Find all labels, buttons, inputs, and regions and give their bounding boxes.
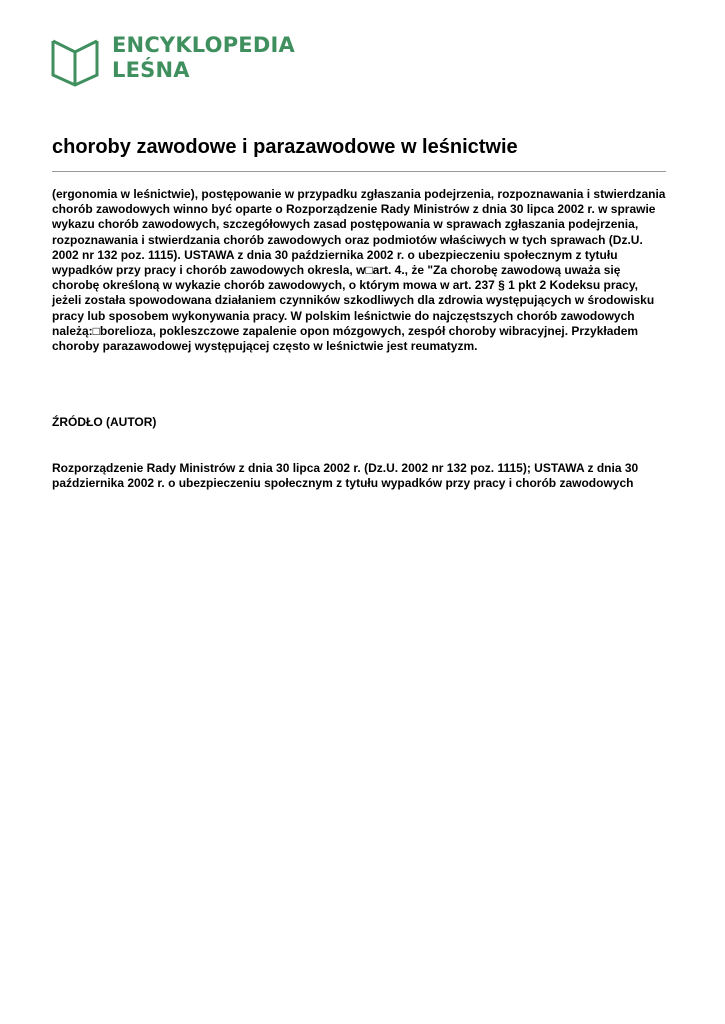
site-logo[interactable] — [51, 33, 295, 89]
logo-wordmark — [112, 33, 295, 83]
page-title: choroby zawodowe i parazawodowe w leśnictwie — [52, 136, 518, 158]
source-heading: ŹRÓDŁO (AUTOR) — [52, 415, 157, 429]
open-book-icon — [51, 33, 99, 87]
title-divider — [52, 171, 666, 172]
source-text: Rozporządzenie Rady Ministrów z dnia 30 lipca 2002 r. (Dz.U. 2002 nr 132 poz. 1115); USTAWA z dnia 30 października 2002 r. o ubezpieczeniu społecznym z tytułu wypadków przy pracy i chorób zawodowych — [52, 461, 639, 491]
logo-line-1: ENCYKLOPEDIA — [112, 33, 295, 57]
article-body: (ergonomia w leśnictwie), postępowanie w przypadku zgłaszania podejrzenia, rozpoznawania i stwierdzania chorób zawodowych winno być oparte o Rozporządzenie Rady Ministrów z dnia 30 lipca 2002 r. w sprawie wykazu chorób zawodowych, szczegółowych zasad postępowania w sprawach zgłaszania podejrzenia, rozpoznawania i stwierdzania chorób zawodowych oraz podmiotów właściwych w tych sprawach (Dz.U. 2002 nr 132 poz. 1115). USTAWA z dnia 30 października 2002 r. o ubezpieczeniu społecznym z tytułu wypadków przy pracy i chorób zawodowych okresla, w□art. 4., że "Za chorobę zawodową uważa się chorobę określoną w wykazie chorób zawodowych, o którym mowa w art. 237 § 1 pkt 2 Kodeksu pracy, jeżeli została spowodowana działaniem czynników szkodliwych dla zdrowia występujących w środowisku pracy lub sposobem wykonywania pracy. W polskim leśnictwie do najczęstszych chorób zawodowych należą:□borelioza, pokleszczowe zapalenie opon mózgowych, zespół choroby wibracyjnej. Przykładem choroby parazawodowej występującej często w leśnictwie jest reumatyzm. — [52, 187, 666, 354]
logo-line-2: LEŚNA — [112, 58, 190, 82]
